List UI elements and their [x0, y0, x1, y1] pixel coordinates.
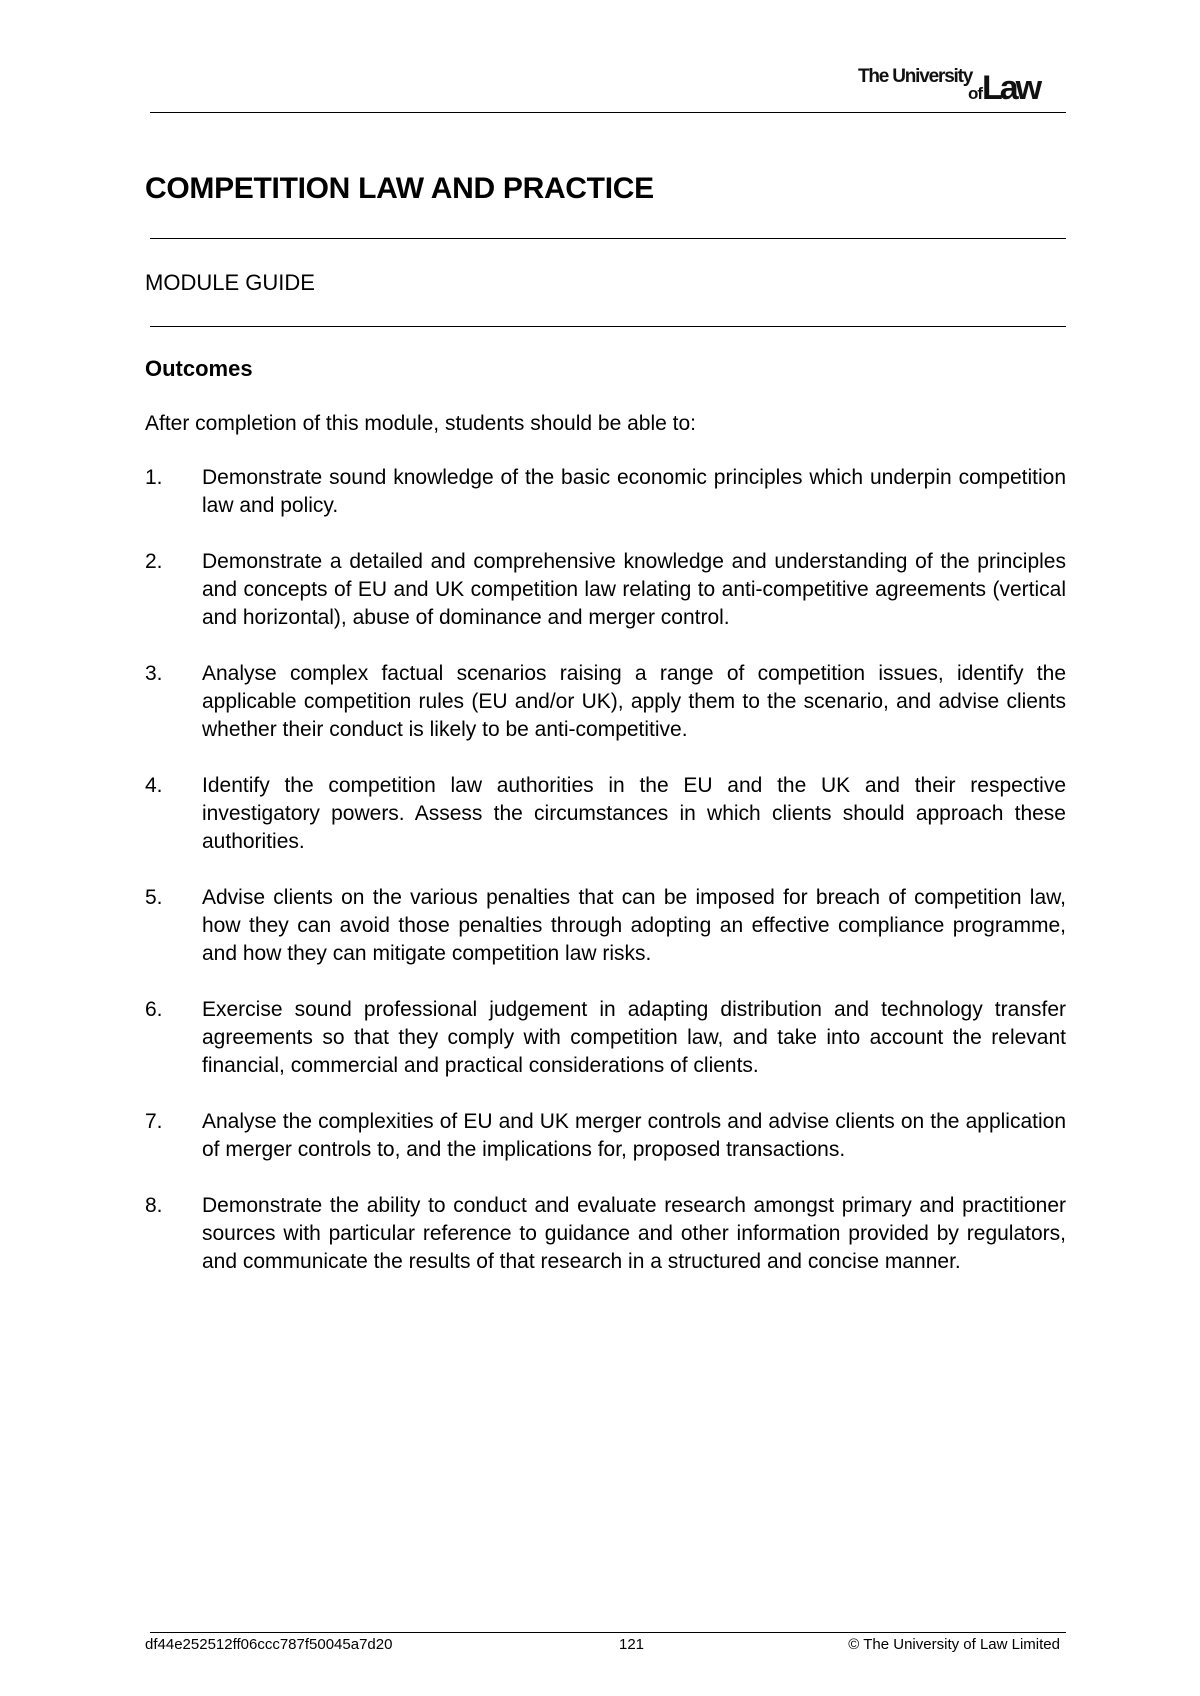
logo-text-law: Law: [982, 69, 1040, 107]
outcome-item: [145, 772, 1066, 856]
outcomes-intro: After completion of this module, students should be able to:: [145, 412, 696, 435]
page-footer: [145, 1636, 1066, 1656]
footer-divider: [150, 1632, 1066, 1633]
outcome-number: 2.: [145, 550, 163, 573]
document-title: COMPETITION LAW AND PRACTICE: [145, 172, 654, 205]
logo-text-university: The University: [858, 66, 973, 87]
module-content: [145, 354, 1066, 1304]
outcome-item: [145, 1108, 1066, 1164]
outcome-text: Exercise sound professional judgement in adapting distribution and technology transfer agreements so that they comply with competition law, and take into account the relevant financial, commercial and practical considerations of clients.: [202, 998, 1066, 1077]
title-divider: [150, 238, 1066, 239]
outcomes-heading: Outcomes: [145, 356, 253, 381]
university-logo: [858, 64, 1068, 108]
header-divider: [150, 112, 1066, 113]
outcome-text: Analyse complex factual scenarios raising a range of competition issues, identify the applicable competition rules (EU and/or UK), apply them to the scenario, and advise clients whether their conduct is likely to be anti-competitive.: [202, 662, 1066, 741]
outcome-item: [145, 548, 1066, 632]
outcome-text: Analyse the complexities of EU and UK merger controls and advise clients on the application of merger controls to, and the implications for, proposed transactions.: [202, 1110, 1066, 1161]
logo-text-of: of: [968, 84, 983, 103]
document-subtitle: MODULE GUIDE: [145, 270, 315, 295]
outcome-number: 8.: [145, 1194, 163, 1217]
subtitle-divider: [150, 326, 1066, 327]
outcome-number: 1.: [145, 466, 163, 489]
footer-page-number: 121: [619, 1636, 645, 1653]
outcome-text: Identify the competition law authorities in the EU and the UK and their respective investigatory powers. Assess the circumstances in which clients should approach these authorities.: [202, 774, 1066, 853]
outcome-item: [145, 996, 1066, 1080]
outcome-item: [145, 660, 1066, 744]
outcome-item: [145, 464, 1066, 520]
footer-document-id: df44e252512ff06ccc787f50045a7d20: [145, 1636, 393, 1653]
outcome-text: Demonstrate sound knowledge of the basic economic principles which underpin competition law and policy.: [202, 466, 1066, 517]
outcomes-list: [145, 464, 1066, 1276]
outcome-item: [145, 1192, 1066, 1276]
outcome-text: Demonstrate the ability to conduct and evaluate research amongst primary and practitioner sources with particular reference to guidance and other information provided by regulators, and communicate the results of that research in a structured and concise manner.: [202, 1194, 1066, 1273]
outcome-number: 7.: [145, 1110, 163, 1133]
outcome-text: Demonstrate a detailed and comprehensive knowledge and understanding of the principles and concepts of EU and UK competition law relating to anti-competitive agreements (vertical and horizontal), abuse of dominance and merger control.: [202, 550, 1066, 629]
outcome-item: [145, 884, 1066, 968]
footer-copyright: © The University of Law Limited: [848, 1636, 1060, 1653]
outcome-number: 3.: [145, 662, 163, 685]
outcome-text: Advise clients on the various penalties that can be imposed for breach of competition law, how they can avoid those penalties through adopting an effective compliance programme, and how they can mitigate competition law risks.: [202, 886, 1066, 965]
outcome-number: 5.: [145, 886, 163, 909]
outcome-number: 4.: [145, 774, 163, 797]
outcome-number: 6.: [145, 998, 163, 1021]
